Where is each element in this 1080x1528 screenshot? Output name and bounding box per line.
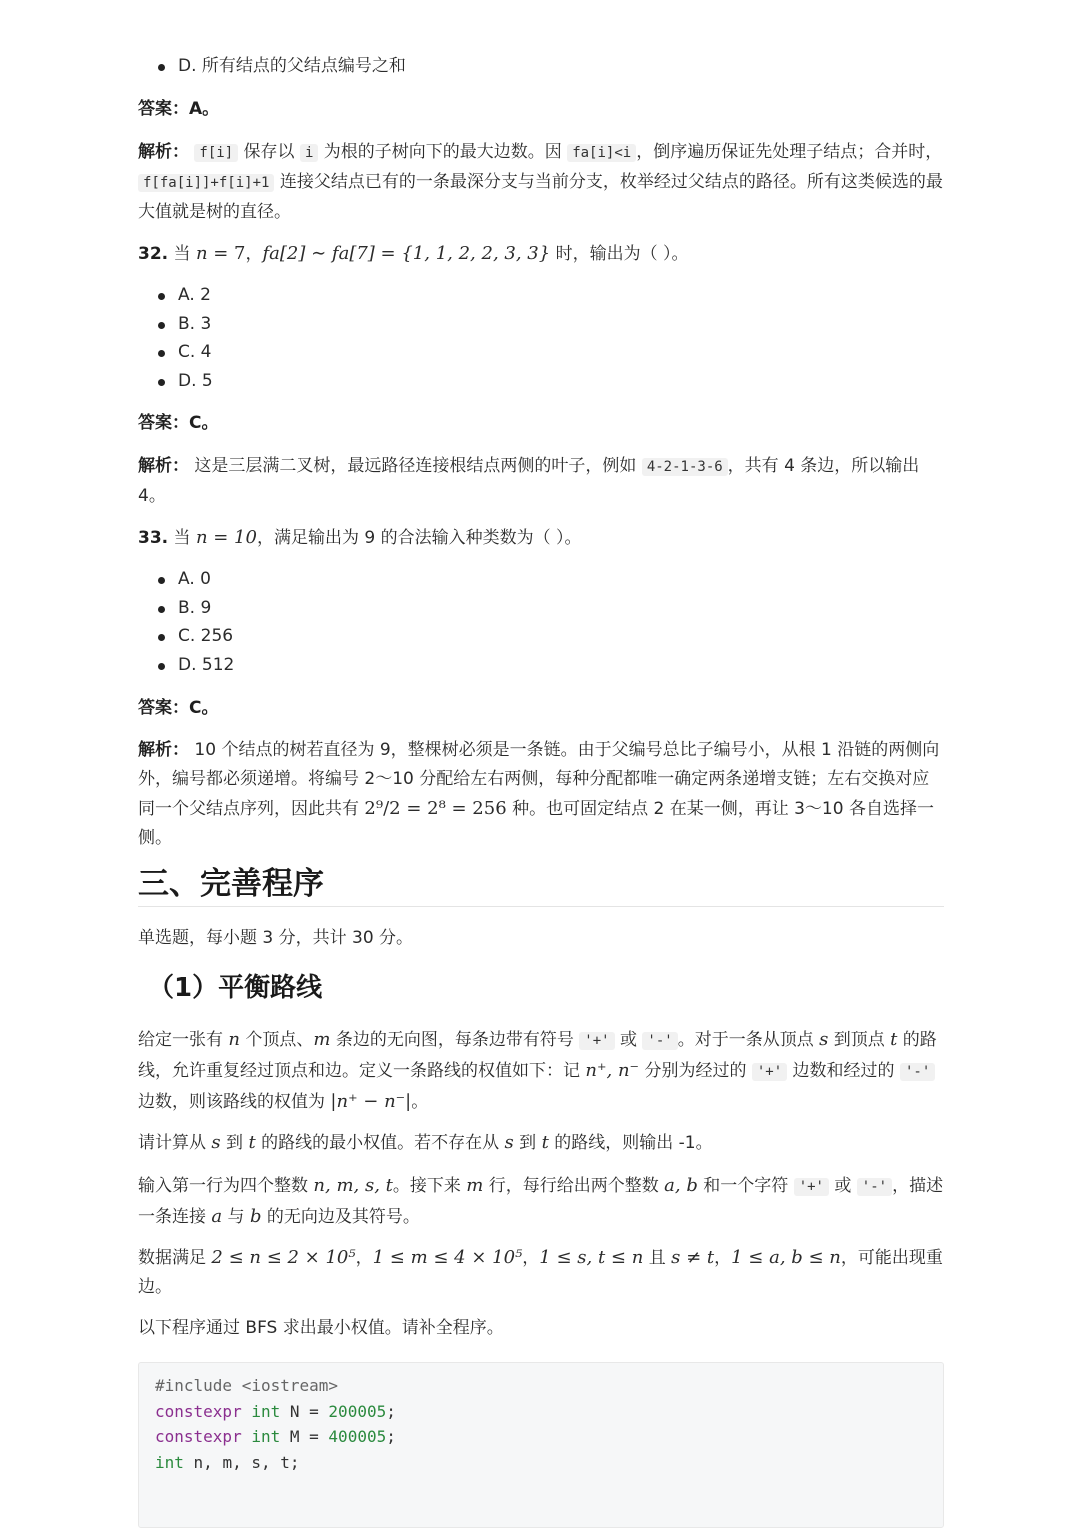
inline-code: 4-2-1-3-6	[642, 458, 728, 476]
math: n	[228, 1029, 240, 1050]
math: 2 ≤ n ≤ 2 × 10⁵	[211, 1247, 356, 1268]
inline-code: '+'	[794, 1178, 829, 1196]
math: a	[211, 1206, 223, 1227]
text: 和一个字符	[697, 1176, 794, 1196]
problem-hint: 以下程序通过 BFS 求出最小权值。请补全程序。	[138, 1318, 504, 1338]
section-desc: 单选题，每小题 3 分，共计 30 分。	[138, 928, 414, 948]
text: 种。也可固定结点 2 在某一侧，再让 3～10 各自选择一侧。	[138, 799, 934, 848]
text: 到	[220, 1133, 249, 1153]
text: 时，输出为（ ）。	[550, 244, 689, 264]
text: 边数，则该路线的权值为	[138, 1092, 331, 1112]
text: ，	[714, 1248, 732, 1268]
text: ，满足输出为 9 的合法输入种类数为（ ）。	[256, 528, 582, 548]
text: 请计算从	[138, 1133, 212, 1153]
text: 为根的子树向下的最大边数。因	[318, 142, 568, 162]
math: fa[2] ∼ fa[7] = {1, 1, 2, 2, 3, 3}	[262, 243, 551, 264]
q33-options	[138, 565, 944, 679]
problem-statement	[138, 1025, 944, 1117]
text: 到	[513, 1133, 542, 1153]
math: 1 ≤ m ≤ 4 × 10⁵	[372, 1247, 523, 1268]
math: 1 ≤ s, t ≤ n	[539, 1247, 644, 1268]
code-number: 200005	[328, 1401, 387, 1421]
text: ，	[245, 244, 263, 264]
answer-value: C。	[189, 698, 219, 718]
math: 2⁹/2 = 2⁸ = 256	[364, 798, 507, 819]
q32-stem	[138, 239, 944, 269]
text: 。接下来	[392, 1176, 467, 1196]
option-a: A. 2	[138, 281, 944, 310]
code-keyword: constexpr	[155, 1401, 242, 1421]
text: 与	[222, 1207, 250, 1227]
text: 且	[643, 1248, 672, 1268]
code-number: 400005	[328, 1427, 387, 1446]
option-c: C. 4	[138, 338, 944, 367]
inline-code: '-'	[857, 1178, 892, 1196]
code-text: ;	[386, 1401, 396, 1421]
text: 分别为经过的	[639, 1061, 752, 1081]
math: t	[541, 1132, 549, 1153]
text: 到顶点	[828, 1030, 891, 1050]
code-type: int	[251, 1427, 281, 1446]
code-text: ;	[386, 1427, 396, 1446]
q32-options	[138, 281, 944, 395]
section-title: 三、完善程序	[138, 862, 944, 907]
math: n⁺, n⁻	[585, 1060, 640, 1081]
inline-code: '+'	[752, 1063, 787, 1081]
text: 的路线，允许重复经过顶点和边。定义一条路线的权值如下：记	[138, 1030, 937, 1081]
code-text: N =	[280, 1401, 329, 1421]
inline-code: '+'	[579, 1032, 614, 1050]
q33-stem	[138, 523, 944, 553]
text: 或	[828, 1176, 857, 1196]
explain-label: 解析：	[138, 456, 189, 476]
math: n = 10	[195, 527, 257, 548]
text: 。对于一条从顶点	[677, 1030, 820, 1050]
code-type: int	[155, 1452, 184, 1472]
text: 。	[411, 1092, 429, 1112]
code-line	[155, 1424, 927, 1450]
option-b: B. 3	[138, 310, 944, 339]
text: ，倒序遍历保证先处理子结点；合并时，	[636, 142, 943, 162]
option-a: A. 0	[138, 565, 944, 594]
text: ，	[355, 1248, 373, 1268]
text: ，	[522, 1248, 540, 1268]
code-line: #include <iostream>	[155, 1376, 339, 1395]
text: ，共有 4 条边，所以输出 4。	[138, 456, 920, 506]
math: s	[504, 1132, 514, 1153]
problem-input	[138, 1171, 944, 1232]
q31-explanation	[138, 138, 944, 227]
inline-code: '-'	[900, 1063, 935, 1081]
math: m	[313, 1029, 331, 1050]
problem-constraints	[138, 1243, 944, 1302]
math: s	[819, 1029, 829, 1050]
q32-explanation	[138, 452, 944, 511]
text: 保存以	[238, 142, 300, 162]
code-line	[155, 1450, 927, 1476]
question-number: 33.	[138, 528, 169, 548]
option-d: D. 5	[138, 367, 944, 396]
math: n	[195, 243, 208, 264]
text: 输入第一行为四个整数	[138, 1176, 314, 1196]
question-number: 32.	[138, 244, 169, 264]
answer-value: A。	[189, 99, 220, 119]
text: 数据满足	[138, 1248, 212, 1268]
text: 行，每行给出两个整数	[483, 1176, 665, 1196]
text: 个顶点、	[240, 1030, 314, 1050]
text: 给定一张有	[138, 1030, 229, 1050]
text: 的路线的最小权值。若不存在从	[255, 1133, 505, 1153]
text: 10 个结点的树若直径为 9，整棵树必须是一条链。由于父编号总比子编号小，从根 1 沿链的两侧向外，编号都必须递增。将编号 2～10 分配给左右两侧，每种分配都唯一确定两条递增支链；左右交换对应同一个父结点序列，因此共有	[138, 740, 940, 819]
text: 边数和经过的	[787, 1061, 900, 1081]
math: a, b	[664, 1175, 698, 1196]
q31-answer	[138, 95, 944, 124]
q33-explanation	[138, 736, 944, 853]
text: ，描述一条连接	[138, 1176, 944, 1227]
math: 1 ≤ a, b ≤ n	[731, 1247, 841, 1268]
subsection-title: （1）平衡路线	[148, 973, 323, 1003]
answer-label: 答案：	[138, 413, 189, 433]
q31-options	[138, 52, 944, 81]
code-type: int	[251, 1401, 281, 1421]
text: ，可能出现重边。	[138, 1248, 943, 1297]
math: |n⁺ − n⁻|	[330, 1091, 412, 1112]
math: s ≠ t	[671, 1247, 715, 1268]
q31-option-d: D. 所有结点的父结点编号之和	[138, 52, 944, 81]
text: 或	[614, 1030, 643, 1050]
explain-label: 解析：	[138, 740, 189, 760]
answer-label: 答案：	[138, 99, 189, 119]
math: n, m, s, t	[313, 1175, 393, 1196]
code-text: n, m, s, t;	[183, 1452, 300, 1472]
inline-code: '-'	[642, 1032, 677, 1050]
math: m	[466, 1175, 484, 1196]
answer-value: C。	[189, 413, 219, 433]
option-c: C. 256	[138, 622, 944, 651]
option-d: D. 512	[138, 651, 944, 680]
text: 当	[168, 244, 196, 264]
math: s	[211, 1132, 221, 1153]
text: 的无向边及其符号。	[261, 1207, 420, 1227]
text: 条边的无向图，每条边带有符号	[330, 1030, 580, 1050]
explain-label: 解析：	[138, 142, 189, 162]
inline-code: i	[300, 144, 318, 162]
inline-code: fa[i]<i	[567, 144, 636, 162]
code-text: M =	[280, 1427, 329, 1446]
inline-code: f[i]	[194, 144, 238, 162]
text: 这是三层满二叉树，最远路径连接根结点两侧的叶子，例如	[189, 456, 642, 476]
code-line	[155, 1399, 927, 1425]
q32-answer	[138, 409, 944, 438]
answer-label: 答案：	[138, 698, 189, 718]
option-b: B. 9	[138, 594, 944, 623]
code-block	[138, 1362, 944, 1528]
text: 的路线，则输出 -1。	[548, 1133, 713, 1153]
inline-code: f[fa[i]]+f[i]+1	[138, 174, 274, 192]
problem-task	[138, 1128, 944, 1158]
math: = 7	[207, 243, 246, 264]
math: t	[890, 1029, 898, 1050]
math: b	[249, 1206, 262, 1227]
code-keyword: constexpr	[155, 1427, 242, 1446]
text: 当	[168, 528, 196, 548]
text: 连接父结点已有的一条最深分支与当前分支，枚举经过父结点的路径。所有这类候选的最大值就是树的直径。	[138, 172, 943, 222]
math: t	[248, 1132, 256, 1153]
q33-answer	[138, 694, 944, 723]
